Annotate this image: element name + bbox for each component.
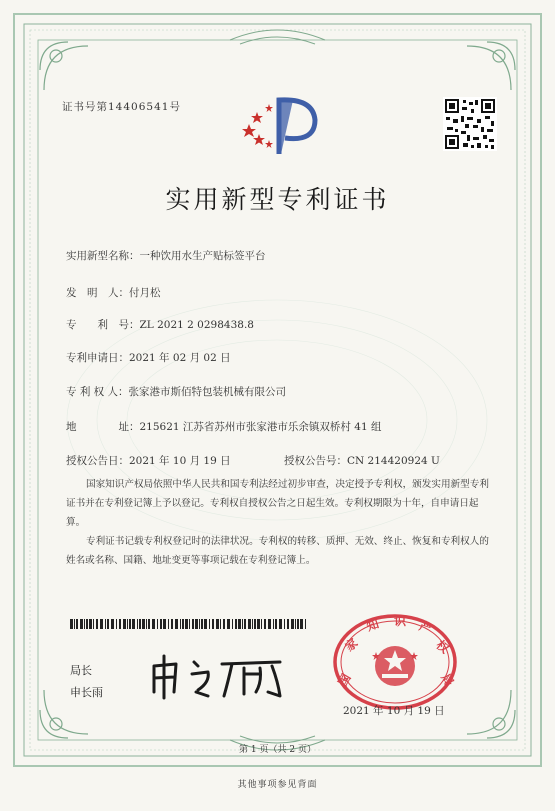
grant-number [284,453,440,468]
seal-char: 识 [393,614,407,628]
barcode-bar [105,619,106,629]
barcode-bar [232,619,233,629]
barcode-bar [86,619,88,629]
barcode-bar [291,619,294,629]
field-label: 专 利 号： [66,319,140,331]
barcode-bar [201,619,203,629]
barcode-bar [168,619,169,629]
barcode-bar [84,619,85,629]
grant-date-value: 2021 年 10 月 19 日 [129,455,231,467]
grant-number-value: CN 214420924 U [347,455,440,467]
cnipa-logo-icon [235,88,325,164]
barcode-bar [89,619,92,629]
barcode-bar [175,619,178,629]
barcode-bar [238,619,241,629]
barcode-bar [199,619,200,629]
field-label: 发 明 人： [66,287,129,299]
barcode-bar [212,619,214,629]
barcode-bar [74,619,75,629]
field-label: 专利申请日： [66,352,129,364]
seal-char: 知 [364,616,381,634]
barcode-icon [70,619,310,629]
barcode-bar [284,619,285,629]
barcode-bar [180,619,181,629]
barcode-bar [96,619,98,629]
seal-char: 产 [417,618,434,636]
barcode-bar [223,619,225,629]
seal-char: 国 [335,671,354,689]
barcode-bar [80,619,83,629]
field-label: 地 址： [66,421,140,433]
barcode-bar [235,619,237,629]
barcode-bar [279,619,282,629]
barcode-bar [160,619,162,629]
field-label: 实用新型名称： [66,250,140,262]
qr-code-icon [443,97,497,151]
field-label: 专 利 权 人： [66,386,129,398]
barcode-bar [142,619,145,629]
barcode-bar [119,619,121,629]
back-note: 其他事项参见背面 [237,780,318,790]
barcode-bar [182,619,184,629]
field-value: 一种饮用水生产贴标签平台 [139,250,266,262]
barcode-bar [129,619,131,629]
barcode-bar [297,619,299,629]
field-patentee [66,384,286,399]
barcode-bar [287,619,289,629]
barcode-bar [107,619,109,629]
field-value: 2021 年 02 月 02 日 [129,352,231,364]
field-value: 215621 江苏省苏州市张家港市乐余镇双桥村 41 组 [139,421,382,433]
barcode-bar [261,619,262,629]
barcode-bar [100,619,103,629]
barcode-bar [70,619,73,629]
field-inventor [66,285,161,300]
field-value: 张家港市斯佰特包装机械有限公司 [128,386,287,398]
field-application-date [66,350,231,365]
barcode-bar [242,619,243,629]
barcode-bar [132,619,135,629]
official-seal-icon [330,612,460,712]
barcode-bar [148,619,150,629]
barcode-bar [209,619,210,629]
barcode-bar [123,619,126,629]
barcode-bar [300,619,303,629]
barcode-bar [152,619,155,629]
barcode-bar [204,619,207,629]
grant-number-label: 授权公告号： [284,455,347,467]
grant-date-label: 授权公告日： [66,455,129,467]
certificate-number: 证书号第14406541号 [62,101,181,113]
barcode-bar [257,619,260,629]
handwritten-signature-icon [148,652,288,702]
barcode-bar [185,619,188,629]
legal-status-paragraph: 专利证书记载专利权登记时的法律状况。专利权的转移、质押、无效、终止、恢复和专利权人的姓名或名称、国籍、地址变更等事项记载在专利登记簿上。 [66,536,489,566]
barcode-bar [146,619,147,629]
grant-date [66,453,231,468]
barcode-bar [93,619,94,629]
barcode-bar [127,619,128,629]
barcode-bar [157,619,158,629]
barcode-bar [116,619,117,629]
barcode-bar [268,619,271,629]
barcode-bar [195,619,198,629]
field-utility-model-name [66,248,266,263]
barcode-bar [305,619,306,629]
seal-char: 权 [433,637,452,657]
barcode-bar [295,619,296,629]
director-title: 局长 [70,664,92,677]
barcode-bar [137,619,138,629]
barcode-bar [171,619,173,629]
field-patent-number [66,317,254,332]
seal-char: 局 [438,671,457,689]
barcode-bar [264,619,266,629]
barcode-bar [275,619,277,629]
barcode-bar [189,619,190,629]
barcode-bar [220,619,221,629]
barcode-bar [111,619,114,629]
director-name: 申长雨 [70,686,103,699]
field-address [66,419,381,434]
barcode-bar [244,619,246,629]
barcode-bar [254,619,256,629]
barcode-bar [139,619,141,629]
barcode-bar [273,619,274,629]
barcode-bar [76,619,78,629]
field-value: ZL 2021 2 0298438.8 [139,319,254,331]
field-value: 付月松 [129,287,161,299]
barcode-bar [216,619,219,629]
barcode-bar [163,619,166,629]
barcode-bar [192,619,194,629]
grant-paragraph: 国家知识产权局依照中华人民共和国专利法经过初步审查，决定授予专利权，颁发实用新型专利证书并在专利登记簿上予以登记。专利权自授权公告之日起生效。专利权期限为十年，自申请日起算。 [66,479,489,528]
page-indicator: 第 1 页（共 2 页） [239,745,316,755]
certificate-title: 实用新型专利证书 [165,185,390,214]
barcode-bar [248,619,251,629]
barcode-bar [252,619,253,629]
seal-char: 家 [342,635,361,655]
barcode-bar [227,619,230,629]
issue-date: 2021 年 10 月 19 日 [343,705,445,717]
